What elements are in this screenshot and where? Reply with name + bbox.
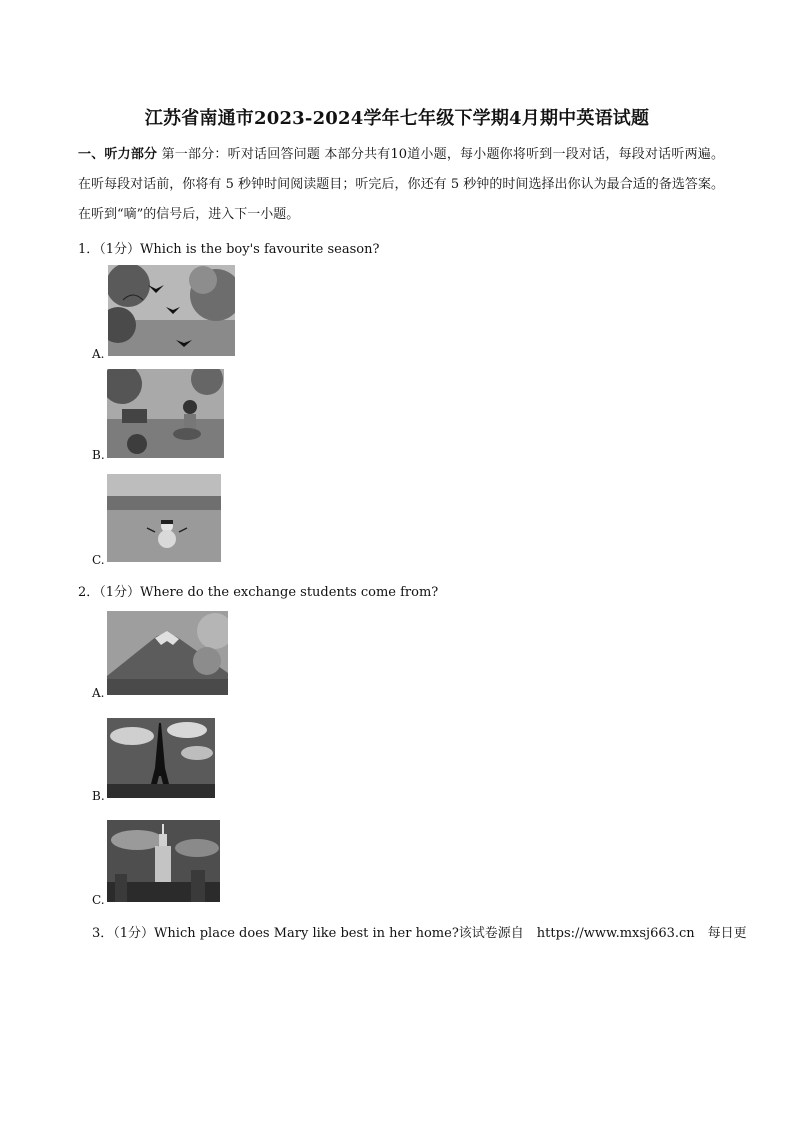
summer-beach-picture: [107, 369, 224, 458]
option-2c-picture[interactable]: [107, 820, 220, 902]
option-2a-picture[interactable]: [107, 611, 228, 695]
question-number: 3．（1分）: [92, 926, 155, 941]
option-2c-label: C.: [92, 893, 105, 907]
question-3: [92, 922, 747, 941]
section-heading: 一、听力部分: [78, 147, 158, 162]
option-1a-picture[interactable]: [108, 265, 235, 356]
option-2b-label: B.: [92, 789, 105, 803]
option-1b-label: B.: [92, 448, 105, 462]
mount-fuji-picture: [107, 611, 228, 695]
question-text: Which is the boy's favourite season?: [140, 242, 380, 257]
empire-state-building-picture: [107, 820, 220, 902]
source-watermark-text: 该试卷源自 https://www.mxsj663.cn 每日更: [458, 926, 747, 941]
section-instructions: [78, 140, 724, 230]
option-1b-picture[interactable]: [107, 369, 224, 458]
question-1: [78, 238, 379, 257]
option-2a-label: A.: [92, 686, 105, 700]
question-2: [78, 581, 438, 600]
option-1c-label: C.: [92, 553, 105, 567]
question-text: Which place does Mary like best in her home?: [154, 926, 459, 941]
question-number: 1．（1分）: [78, 242, 141, 257]
spring-swallows-picture: [108, 265, 235, 356]
option-1c-picture[interactable]: [107, 474, 221, 562]
eiffel-tower-picture: [107, 718, 215, 798]
instructions-text: 第一部分：听对话回答问题 本部分共有10道小题，每小题你将听到一段对话，每段对话听两遍。在听每段对话前，你将有 5 秒钟时间阅读题目；听完后，你还有 5 秒钟的时间选择出你认为最合适的备选答案。在听到“嘀”的信号后，进入下一小题。: [78, 147, 724, 222]
option-1a-label: A.: [92, 347, 105, 361]
option-2b-picture[interactable]: [107, 718, 215, 798]
page-title: 江苏省南通市2023-2024学年七年级下学期4月期中英语试题: [144, 108, 650, 129]
winter-snowman-picture: [107, 474, 221, 562]
question-text: Where do the exchange students come from?: [140, 585, 439, 600]
question-number: 2．（1分）: [78, 585, 141, 600]
